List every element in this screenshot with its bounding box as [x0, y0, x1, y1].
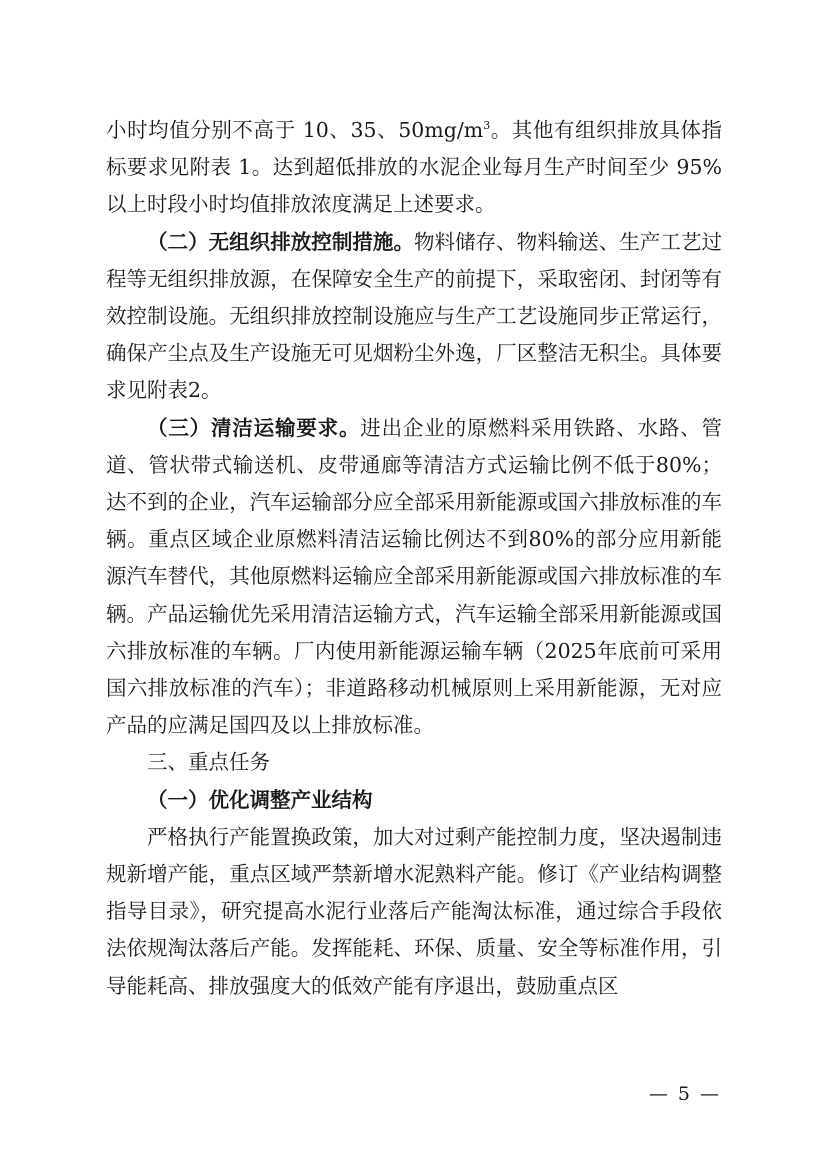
- paragraph-industry-structure: [106, 819, 722, 1005]
- section-lead: （二）无组织排放控制措施。: [147, 229, 414, 254]
- section-lead: （三）清洁运输要求。: [147, 415, 361, 440]
- paragraph-text: 。其他有组织排放具体指标要求见附表 1。达到超低排放的水泥企业每月生产时间至少 95%以上时段小时均值排放浓度满足上述要求。: [106, 118, 723, 217]
- superscript: 3: [483, 119, 491, 133]
- paragraph-text: 进出企业的原燃料采用铁路、水路、管道、管状带式输送机、皮带通廊等清洁方式运输比例不低于80%；达不到的企业，汽车运输部分应全部采用新能源或国六排放标准的车辆。重点区域企业原燃料清洁运输比例达不到80%的部分应用新能源汽车替代，其他原燃料运输应全部采用新能源或国六排放标准的车辆。产品运输优先采用清洁运输方式，汽车运输全部采用新能源或国六排放标准的车辆。厂内使用新能源运输车辆（2025年底前可采用国六排放标准的汽车）；非道路移动机械原则上采用新能源，无对应产品的应满足国四及以上排放标准。: [106, 415, 723, 738]
- paragraph-fugitive-emission: [106, 224, 722, 410]
- heading-text: （一）优化调整产业结构: [147, 787, 373, 812]
- paragraph-text: 物料储存、物料输送、生产工艺过程等无组织排放源，在保障安全生产的前提下，采取密闭、封闭等有效控制设施。无组织排放控制设施应与生产工艺设施同步正常运行，确保产尘点及生产设施无可见烟粉尘外逸，厂区整洁无积尘。具体要求见附表2。: [106, 229, 723, 403]
- page-number: — 5 —: [648, 1083, 721, 1105]
- document-body: [106, 112, 722, 1005]
- subsection-heading: [106, 782, 722, 819]
- paragraph-text: 小时均值分别不高于 10、35、50mg/m: [106, 118, 484, 142]
- heading-text: 三、重点任务: [147, 750, 270, 775]
- paragraph-clean-transport: [106, 410, 722, 745]
- paragraph-text: 严格执行产能置换政策，加大对过剩产能控制力度，坚决遏制违规新增产能，重点区域严禁新增水泥熟料产能。修订《产业结构调整指导目录》，研究提高水泥行业落后产能淘汰标准，通过综合手段依法依规淘汰落后产能。发挥能耗、环保、质量、安全等标准作用，引导能耗高、排放强度大的低效产能有序退出，鼓励重点区: [106, 824, 722, 998]
- paragraph-emission-limits: [106, 112, 722, 224]
- section-heading: [106, 744, 722, 781]
